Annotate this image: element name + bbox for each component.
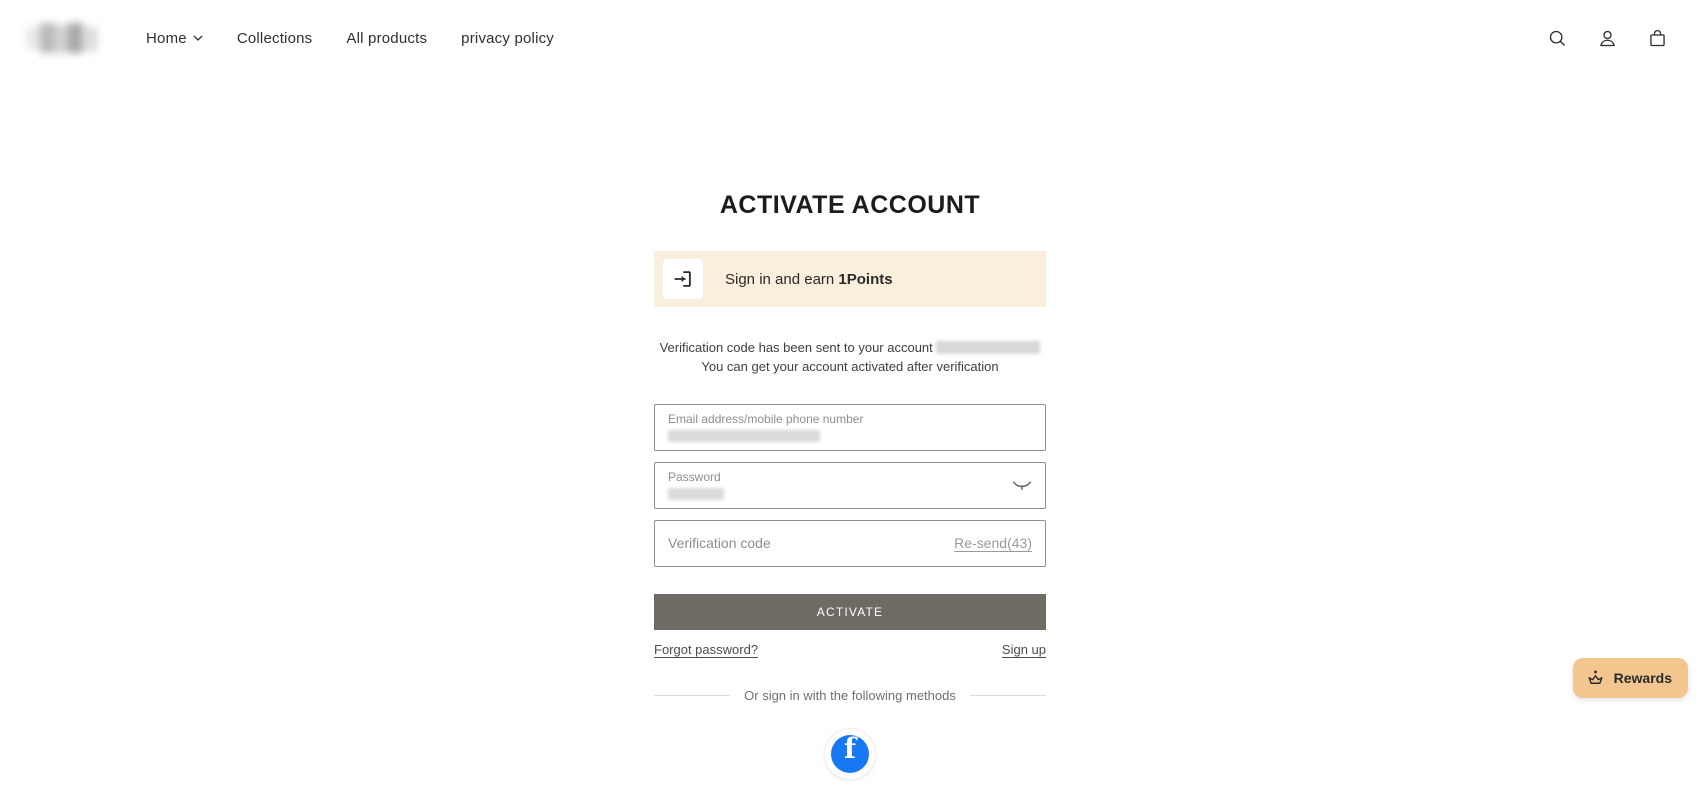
show-password-icon[interactable] <box>1011 474 1033 496</box>
nav-item-label: privacy policy <box>461 29 555 47</box>
points-value: 1Points <box>838 270 893 288</box>
store-logo[interactable] <box>26 21 98 55</box>
divider-line-right <box>970 695 1046 696</box>
chevron-down-icon <box>193 33 203 43</box>
nav-item-collections[interactable] <box>237 30 313 47</box>
password-field-label: Password <box>668 469 721 484</box>
facebook-icon: f <box>831 735 869 773</box>
nav-item-label: All products <box>346 29 428 47</box>
resend-code-link[interactable]: Re-send(43) <box>954 535 1032 552</box>
sign-up-link[interactable]: Sign up <box>1001 641 1046 657</box>
verification-message: Verification code has been sent to your account You can get your account activated after verification <box>654 339 1046 377</box>
redacted-account-email <box>936 341 1040 354</box>
header <box>0 0 1700 76</box>
cart-icon[interactable] <box>1640 21 1674 55</box>
page-title: ACTIVATE ACCOUNT <box>719 191 981 219</box>
divider-text: Or sign in with the following methods <box>744 687 956 703</box>
nav-item-all-products[interactable] <box>346 30 427 47</box>
forgot-password-link[interactable]: Forgot password? <box>654 641 759 657</box>
points-banner <box>654 251 1046 307</box>
redacted-password-value <box>668 488 724 500</box>
search-icon[interactable] <box>1540 21 1574 55</box>
nav-item-home[interactable] <box>146 30 203 47</box>
email-field[interactable] <box>654 404 1046 451</box>
verification-code-placeholder: Verification code <box>668 535 771 552</box>
social-divider <box>654 688 1046 703</box>
crown-icon <box>1586 669 1605 688</box>
redacted-email-value <box>668 430 820 442</box>
password-field[interactable] <box>654 462 1046 509</box>
main-nav <box>146 30 554 47</box>
auth-links-row <box>654 642 1046 657</box>
nav-item-label: Home <box>146 29 187 47</box>
sign-in-icon <box>663 259 703 299</box>
points-banner-text: Sign in and earn 1Points <box>725 270 893 288</box>
email-field-label: Email address/mobile phone number <box>668 411 864 426</box>
activate-button[interactable]: ACTIVATE <box>654 594 1046 630</box>
nav-item-privacy-policy[interactable] <box>461 30 554 47</box>
activate-account-panel <box>654 76 1046 780</box>
divider-line-left <box>654 695 730 696</box>
verification-code-field[interactable] <box>654 520 1046 567</box>
header-icons <box>1540 21 1674 55</box>
rewards-button[interactable] <box>1573 658 1688 698</box>
facebook-signin-button[interactable] <box>824 728 876 780</box>
account-icon[interactable] <box>1590 21 1624 55</box>
social-signin-row <box>654 728 1046 780</box>
activate-form <box>654 404 1046 657</box>
nav-item-label: Collections <box>236 29 313 47</box>
rewards-label: Rewards <box>1613 670 1672 686</box>
